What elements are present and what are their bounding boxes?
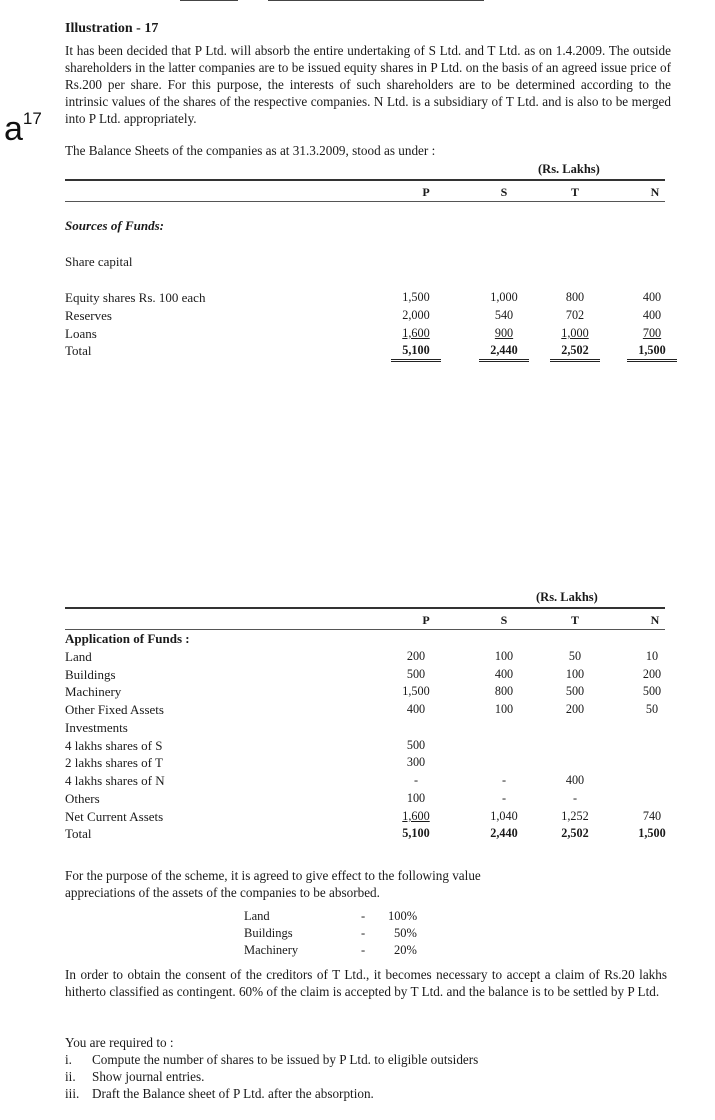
table1-total-cell: 1,500 [627,343,677,362]
table2-total-cell: 5,100 [402,826,430,840]
appreciation-asset: Land [244,909,270,923]
table1-cell: 702 [565,308,585,322]
table1-col-s: S [500,185,508,199]
table1-col-p: P [422,185,430,199]
table1-cell: 1,000 [490,290,518,304]
top-rule-right [268,0,484,1]
required-item-number: iii. [65,1086,80,1101]
table2-cell: 300 [406,755,426,769]
table2-cell: 500 [406,667,426,681]
table2-cell: 800 [494,684,514,698]
table1-cell: 1,000 [561,326,589,340]
table2-cell: 50 [568,649,582,663]
table2-row-label: Investments [65,720,128,735]
required-item [65,1069,204,1085]
table1-top-rule [65,179,665,181]
table2-cell: 1,600 [402,809,430,823]
table1-col-t: T [570,185,579,199]
required-item [65,1086,374,1102]
required-intro: You are required to : [65,1035,174,1050]
table2-cell: 740 [642,809,662,823]
table1-col-n: N [650,185,660,199]
table2-cell: - [501,773,507,787]
table2-cell: 1,040 [490,809,518,823]
table2-cell: 200 [642,667,662,681]
appreciation-pct: 20% [394,943,417,957]
appreciation-intro: For the purpose of the scheme, it is agreed to give effect to the following value appreciations of the assets of the companies to be absorbed. [65,868,481,900]
table2-unit: (Rs. Lakhs) [536,590,598,604]
table2-row-label: 4 lakhs shares of S [65,738,163,753]
table1-cell: 400 [642,290,662,304]
table1-cell: 2,000 [402,308,430,322]
table2-cell: 100 [494,649,514,663]
table1-head-rule [65,201,665,202]
required-item-text: Show journal entries. [92,1069,205,1084]
table2-cell: - [501,791,507,805]
balance-sheet-intro: The Balance Sheets of the companies as at 31.3.2009, stood as under : [65,143,436,158]
table2-row-label: Others [65,791,100,806]
table2-cell: 100 [406,791,426,805]
illustration-title: Illustration - 17 [65,21,159,36]
table2-top-rule [65,607,665,609]
table2-cell: - [572,791,578,805]
table2-cell: 400 [406,702,426,716]
table2-total-cell: 2,440 [490,826,518,840]
table1-total-cell: 2,502 [550,343,600,362]
appreciation-pct: 100% [388,909,418,923]
table2-row-label: Buildings [65,667,116,682]
table2-cell: 50 [645,702,659,716]
table2-col-s: S [500,613,508,627]
table2-cell: 500 [565,684,585,698]
table2-cell: 400 [565,773,585,787]
table1-cell: 900 [494,326,514,340]
table2-row-label: Net Current Assets [65,809,164,824]
table2-col-p: P [422,613,430,627]
table1-cell: 1,600 [402,326,430,340]
page-marker [4,108,42,148]
table2-cell: 100 [494,702,514,716]
table2-cell: 400 [494,667,514,681]
required-item-text: Compute the number of shares to be issued by P Ltd. to eligible outsiders [92,1052,479,1067]
appreciation-dash: - [361,926,366,940]
table2-col-t: T [570,613,579,627]
table2-cell: 200 [565,702,585,716]
page-marker-base: a [4,110,23,148]
creditors-paragraph: In order to obtain the consent of the creditors of T Ltd., it becomes necessary to accept a claim of Rs.20 lakhs hitherto classified as contingent. 60% of the claim is accepted by T Ltd. and the balance is to be settled by P Ltd. [65,967,667,999]
table2-total-cell: 2,502 [561,826,589,840]
table2-head-rule [65,629,665,630]
table1-cell: 540 [494,308,514,322]
table1-subsection: Share capital [65,254,133,269]
appreciation-asset: Buildings [244,926,293,940]
top-rule-left [180,0,238,1]
table1-cell: 1,500 [402,290,430,304]
appreciation-asset: Machinery [244,943,299,957]
table1-total-cell: 2,440 [479,343,529,362]
table2-row-label: 4 lakhs shares of N [65,773,165,788]
table2-cell: 10 [645,649,659,663]
table2-cell: 200 [406,649,426,663]
table2-row-label: Other Fixed Assets [65,702,164,717]
table1-unit: (Rs. Lakhs) [538,162,600,176]
illustration-intro: It has been decided that P Ltd. will absorb the entire undertaking of S Ltd. and T Ltd. as on 1.4.2009. The outside shareholders in the latter companies are to be issued equity shares in P Ltd. on the basis of an agreed issue price of Rs.200 per share. For this purpose, the interests of such shareholders are to be determined according to the intrinsic values of the shares of the respective companies. N Ltd. is a subsidiary of T Ltd. and is also to be merged into P Ltd. appropriately. [65,43,671,126]
table1-cell: 800 [565,290,585,304]
table2-row-label: Machinery [65,684,122,699]
table2-cell: - [413,773,419,787]
table2-cell: 1,500 [402,684,430,698]
table1-section: Sources of Funds: [65,218,164,233]
table2-col-n: N [650,613,660,627]
table1-row-label: Reserves [65,308,112,323]
required-item [65,1052,478,1068]
table2-cell: 500 [406,738,426,752]
page-marker-sup: 17 [22,108,42,128]
table1-row-label: Equity shares Rs. 100 each [65,290,206,305]
required-item-number: i. [65,1052,72,1067]
table2-total-label: Total [65,826,92,841]
table2-row-label: Land [65,649,92,664]
table2-cell: 1,252 [561,809,589,823]
appreciation-dash: - [361,943,366,957]
appreciation-pct: 50% [394,926,417,940]
table1-total-label: Total [65,343,92,358]
required-item-text: Draft the Balance sheet of P Ltd. after the absorption. [92,1086,374,1101]
appreciation-dash: - [361,909,366,923]
table1-row-label: Loans [65,326,97,341]
table2-cell: 100 [565,667,585,681]
table2-total-cell: 1,500 [638,826,666,840]
table2-section: Application of Funds : [65,631,190,646]
table2-cell: 500 [642,684,662,698]
table1-cell: 400 [642,308,662,322]
table1-total-cell: 5,100 [391,343,441,362]
table2-row-label: 2 lakhs shares of T [65,755,163,770]
table1-cell: 700 [642,326,662,340]
required-item-number: ii. [65,1069,76,1084]
